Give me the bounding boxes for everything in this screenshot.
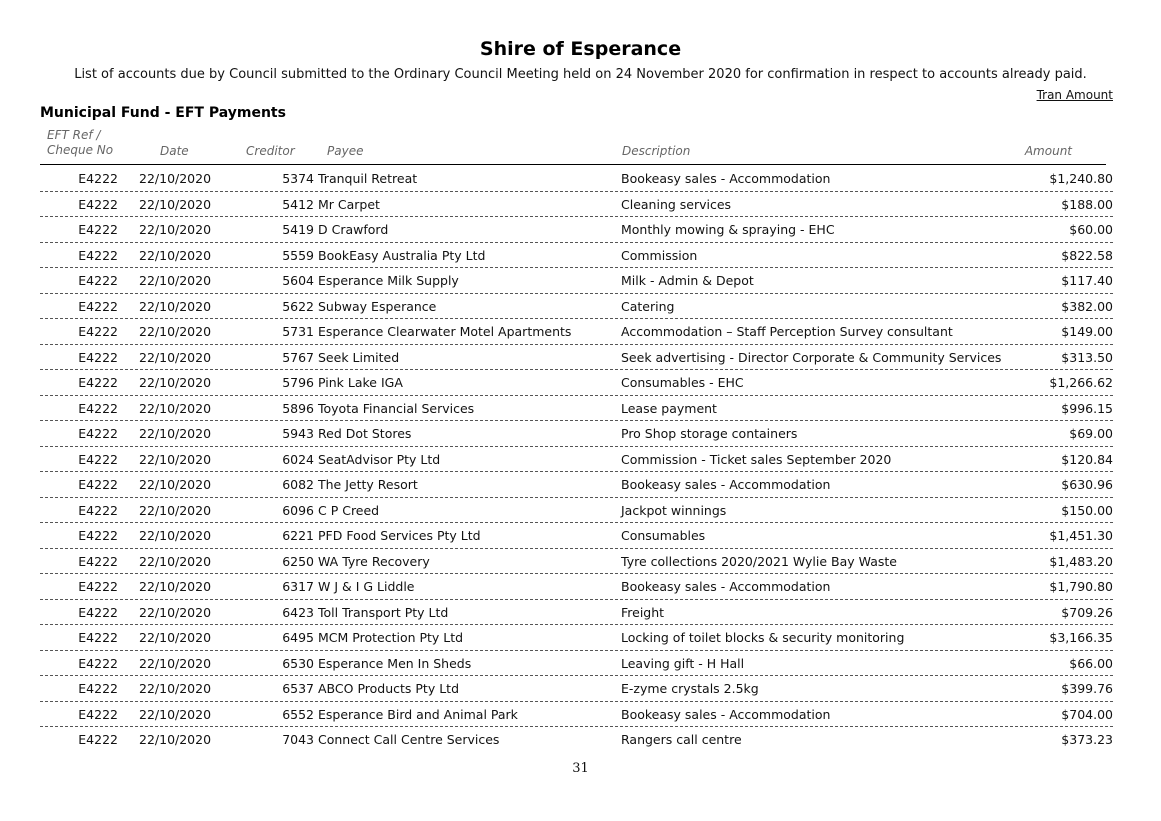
header-ref bbox=[47, 128, 113, 158]
cell-creditor: 6250 bbox=[282, 553, 314, 569]
table-row bbox=[40, 727, 1113, 752]
cell-date: 22/10/2020 bbox=[139, 502, 212, 518]
cell-payee: Toll Transport Pty Ltd bbox=[318, 604, 449, 620]
cell-creditor: 6096 bbox=[282, 502, 314, 518]
table-row bbox=[40, 625, 1113, 651]
cell-description: Cleaning services bbox=[621, 196, 732, 212]
cell-creditor: 6221 bbox=[282, 528, 314, 543]
cell-payee: Pink Lake IGA bbox=[318, 375, 403, 390]
cell-description: Bookeasy sales - Accommodation bbox=[621, 477, 831, 492]
cell-description: Rangers call centre bbox=[621, 732, 742, 747]
cell-creditor: 5943 bbox=[282, 426, 314, 441]
cell-date: 22/10/2020 bbox=[139, 451, 212, 467]
cell-ref: E4222 bbox=[78, 681, 118, 696]
table-row bbox=[40, 421, 1113, 447]
cell-description: Consumables - EHC bbox=[621, 375, 744, 390]
cell-payee: Esperance Clearwater Motel Apartments bbox=[318, 324, 572, 339]
cell-date: 22/10/2020 bbox=[139, 579, 212, 594]
table-row bbox=[40, 243, 1113, 269]
cell-ref: E4222 bbox=[78, 451, 118, 467]
cell-payee: Seek Limited bbox=[318, 349, 400, 365]
cell-creditor: 6552 bbox=[282, 706, 314, 722]
table-row bbox=[40, 651, 1113, 677]
cell-amount: $117.40 bbox=[1061, 273, 1113, 288]
cell-creditor: 5374 bbox=[282, 171, 314, 186]
header-amount: Amount bbox=[1024, 144, 1072, 158]
cell-creditor: 6024 bbox=[282, 451, 314, 467]
cell-ref: E4222 bbox=[78, 324, 118, 339]
cell-creditor: 5731 bbox=[282, 324, 314, 339]
cell-amount: $1,483.20 bbox=[1049, 553, 1113, 569]
cell-date: 22/10/2020 bbox=[139, 553, 212, 569]
cell-amount: $382.00 bbox=[1061, 298, 1113, 314]
cell-date: 22/10/2020 bbox=[139, 324, 212, 339]
cell-ref: E4222 bbox=[78, 553, 118, 569]
cell-payee: Red Dot Stores bbox=[318, 426, 412, 441]
table-row bbox=[40, 166, 1113, 192]
cell-payee: SeatAdvisor Pty Ltd bbox=[318, 451, 441, 467]
header-date: Date bbox=[160, 144, 189, 158]
cell-payee: Esperance Milk Supply bbox=[318, 273, 459, 288]
table-row bbox=[40, 676, 1113, 702]
cell-description: Pro Shop storage containers bbox=[621, 426, 798, 441]
cell-creditor: 6082 bbox=[282, 477, 314, 492]
cell-ref: E4222 bbox=[78, 630, 118, 645]
cell-ref: E4222 bbox=[78, 196, 118, 212]
cell-description: Monthly mowing & spraying - EHC bbox=[621, 222, 835, 237]
header-payee: Payee bbox=[327, 144, 364, 158]
cell-creditor: 6317 bbox=[282, 579, 314, 594]
cell-date: 22/10/2020 bbox=[139, 528, 212, 543]
table-row bbox=[40, 294, 1113, 320]
cell-description: Leaving gift - H Hall bbox=[621, 655, 745, 671]
cell-ref: E4222 bbox=[78, 375, 118, 390]
table-row bbox=[40, 574, 1113, 600]
cell-creditor: 6530 bbox=[282, 655, 314, 671]
cell-creditor: 5622 bbox=[282, 298, 314, 314]
cell-amount: $149.00 bbox=[1061, 324, 1113, 339]
cell-creditor: 6423 bbox=[282, 604, 314, 620]
cell-amount: $313.50 bbox=[1061, 349, 1113, 365]
cell-amount: $822.58 bbox=[1061, 247, 1113, 263]
table-row bbox=[40, 370, 1113, 396]
cell-amount: $709.26 bbox=[1061, 604, 1113, 620]
cell-date: 22/10/2020 bbox=[139, 196, 212, 212]
cell-amount: $60.00 bbox=[1069, 222, 1113, 237]
cell-payee: BookEasy Australia Pty Ltd bbox=[318, 247, 486, 263]
cell-ref: E4222 bbox=[78, 579, 118, 594]
cell-date: 22/10/2020 bbox=[139, 171, 212, 186]
cell-description: Consumables bbox=[621, 528, 706, 543]
cell-date: 22/10/2020 bbox=[139, 630, 212, 645]
cell-creditor: 5796 bbox=[282, 375, 314, 390]
cell-amount: $66.00 bbox=[1069, 655, 1113, 671]
cell-date: 22/10/2020 bbox=[139, 426, 212, 441]
cell-payee: WA Tyre Recovery bbox=[318, 553, 430, 569]
cell-description: Freight bbox=[621, 604, 665, 620]
header-ref-line1: EFT Ref / bbox=[47, 128, 101, 142]
cell-creditor: 7043 bbox=[282, 732, 314, 747]
cell-date: 22/10/2020 bbox=[139, 349, 212, 365]
cell-ref: E4222 bbox=[78, 426, 118, 441]
cell-payee: C P Creed bbox=[318, 502, 380, 518]
cell-payee: MCM Protection Pty Ltd bbox=[318, 630, 464, 645]
payments-table bbox=[40, 166, 1113, 752]
cell-payee: Esperance Men In Sheds bbox=[318, 655, 472, 671]
cell-creditor: 5412 bbox=[282, 196, 314, 212]
table-row bbox=[40, 472, 1113, 498]
header-creditor: Creditor bbox=[246, 144, 295, 158]
cell-ref: E4222 bbox=[78, 400, 118, 416]
cell-ref: E4222 bbox=[78, 706, 118, 722]
page-subtitle: List of accounts due by Council submitted to the Ordinary Council Meeting held on 24 November 2020 for confirmation in respect to accounts already paid. bbox=[74, 67, 1087, 82]
cell-description: Accommodation – Staff Perception Survey consultant bbox=[621, 324, 953, 339]
cell-date: 22/10/2020 bbox=[139, 400, 212, 416]
cell-amount: $1,451.30 bbox=[1049, 528, 1113, 543]
cell-date: 22/10/2020 bbox=[139, 655, 212, 671]
cell-creditor: 5767 bbox=[282, 349, 314, 365]
cell-amount: $1,790.80 bbox=[1049, 579, 1113, 594]
cell-creditor: 5559 bbox=[282, 247, 314, 263]
cell-amount: $1,240.80 bbox=[1049, 171, 1113, 186]
cell-date: 22/10/2020 bbox=[139, 247, 212, 263]
cell-ref: E4222 bbox=[78, 604, 118, 620]
cell-description: Bookeasy sales - Accommodation bbox=[621, 579, 831, 594]
table-row bbox=[40, 523, 1113, 549]
cell-payee: D Crawford bbox=[318, 222, 389, 237]
table-row bbox=[40, 268, 1113, 294]
cell-payee: Toyota Financial Services bbox=[318, 400, 475, 416]
cell-amount: $630.96 bbox=[1061, 477, 1113, 492]
table-row bbox=[40, 192, 1113, 218]
cell-creditor: 5419 bbox=[282, 222, 314, 237]
cell-ref: E4222 bbox=[78, 171, 118, 186]
cell-payee: Esperance Bird and Animal Park bbox=[318, 706, 518, 722]
cell-amount: $69.00 bbox=[1069, 426, 1113, 441]
cell-date: 22/10/2020 bbox=[139, 222, 212, 237]
page-title: Shire of Esperance bbox=[479, 38, 682, 60]
cell-payee: Subway Esperance bbox=[318, 298, 437, 314]
cell-description: Tyre collections 2020/2021 Wylie Bay Waste bbox=[621, 553, 897, 569]
cell-ref: E4222 bbox=[78, 298, 118, 314]
cell-description: Bookeasy sales - Accommodation bbox=[621, 706, 831, 722]
cell-amount: $3,166.35 bbox=[1049, 630, 1113, 645]
cell-amount: $399.76 bbox=[1061, 681, 1113, 696]
cell-description: Jackpot winnings bbox=[621, 502, 727, 518]
cell-amount: $120.84 bbox=[1061, 451, 1113, 467]
table-row bbox=[40, 702, 1113, 728]
cell-ref: E4222 bbox=[78, 349, 118, 365]
cell-payee: ABCO Products Pty Ltd bbox=[318, 681, 460, 696]
cell-payee: Connect Call Centre Services bbox=[318, 732, 500, 747]
cell-amount: $373.23 bbox=[1061, 732, 1113, 747]
cell-ref: E4222 bbox=[78, 247, 118, 263]
cell-amount: $188.00 bbox=[1061, 196, 1113, 212]
page-number: 31 bbox=[572, 761, 589, 776]
cell-ref: E4222 bbox=[78, 655, 118, 671]
cell-payee: W J & I G Liddle bbox=[318, 579, 415, 594]
cell-amount: $704.00 bbox=[1061, 706, 1113, 722]
cell-date: 22/10/2020 bbox=[139, 732, 212, 747]
cell-date: 22/10/2020 bbox=[139, 273, 212, 288]
table-header bbox=[40, 127, 1106, 165]
cell-payee: The Jetty Resort bbox=[318, 477, 418, 492]
tran-amount-label: Tran Amount bbox=[1036, 88, 1113, 102]
cell-description: Seek advertising - Director Corporate & Community Services bbox=[621, 349, 1002, 365]
cell-description: Bookeasy sales - Accommodation bbox=[621, 171, 831, 186]
cell-creditor: 6495 bbox=[282, 630, 314, 645]
header-ref-line2: Cheque No bbox=[47, 143, 114, 157]
table-row bbox=[40, 345, 1113, 371]
section-title: Municipal Fund - EFT Payments bbox=[40, 105, 286, 121]
cell-date: 22/10/2020 bbox=[139, 681, 212, 696]
table-row bbox=[40, 319, 1113, 345]
cell-date: 22/10/2020 bbox=[139, 375, 212, 390]
cell-ref: E4222 bbox=[78, 477, 118, 492]
cell-description: Milk - Admin & Depot bbox=[621, 273, 754, 288]
cell-description: Catering bbox=[621, 298, 675, 314]
cell-ref: E4222 bbox=[78, 273, 118, 288]
cell-description: Locking of toilet blocks & security monitoring bbox=[621, 630, 905, 645]
cell-date: 22/10/2020 bbox=[139, 706, 212, 722]
cell-description: E-zyme crystals 2.5kg bbox=[621, 681, 759, 696]
cell-payee: Mr Carpet bbox=[318, 196, 380, 212]
table-row bbox=[40, 600, 1113, 626]
cell-date: 22/10/2020 bbox=[139, 298, 212, 314]
table-row bbox=[40, 498, 1113, 524]
cell-ref: E4222 bbox=[78, 528, 118, 543]
cell-payee: PFD Food Services Pty Ltd bbox=[318, 528, 481, 543]
cell-date: 22/10/2020 bbox=[139, 477, 212, 492]
cell-description: Lease payment bbox=[621, 400, 717, 416]
cell-amount: $150.00 bbox=[1061, 502, 1113, 518]
cell-ref: E4222 bbox=[78, 732, 118, 747]
header-description: Description bbox=[622, 144, 691, 158]
cell-payee: Tranquil Retreat bbox=[318, 171, 418, 186]
cell-creditor: 5604 bbox=[282, 273, 314, 288]
cell-ref: E4222 bbox=[78, 502, 118, 518]
cell-description: Commission - Ticket sales September 2020 bbox=[621, 451, 892, 467]
table-row bbox=[40, 217, 1113, 243]
cell-creditor: 6537 bbox=[282, 681, 314, 696]
cell-creditor: 5896 bbox=[282, 400, 314, 416]
table-row bbox=[40, 549, 1113, 575]
table-row bbox=[40, 396, 1113, 422]
cell-amount: $996.15 bbox=[1061, 400, 1113, 416]
cell-date: 22/10/2020 bbox=[139, 604, 212, 620]
cell-description: Commission bbox=[621, 247, 698, 263]
table-row bbox=[40, 447, 1113, 473]
cell-amount: $1,266.62 bbox=[1049, 375, 1113, 390]
cell-ref: E4222 bbox=[78, 222, 118, 237]
